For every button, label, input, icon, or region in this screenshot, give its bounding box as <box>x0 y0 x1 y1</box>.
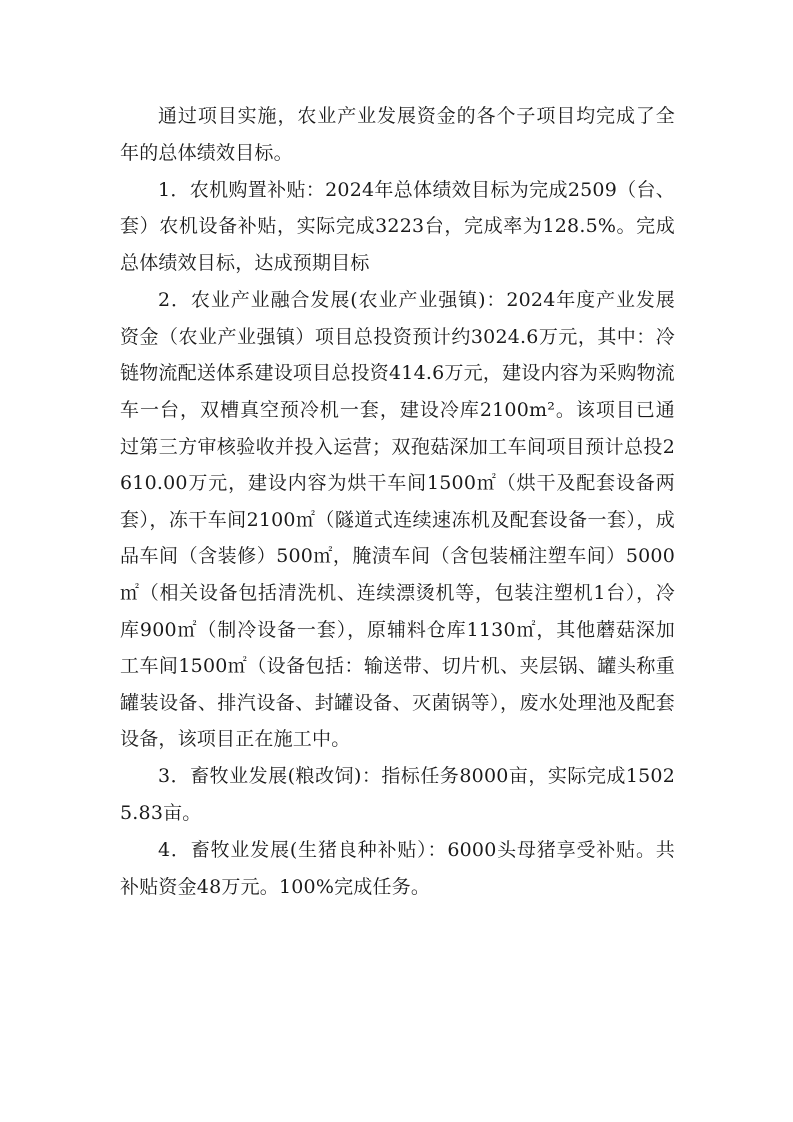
paragraph-item-1: 1．农机购置补贴：2024年总体绩效目标为完成2509（台、套）农机设备补贴，实际完成3223台，完成率为128.5%。完成总体绩效目标，达成预期目标 <box>120 178 675 274</box>
paragraph-item-4: 4．畜牧业发展(生猪良种补贴）：6000头母猪享受补贴。共补贴资金48万元。100%完成任务。 <box>120 839 675 898</box>
document-body <box>120 98 675 906</box>
paragraph-intro: 通过项目实施，农业产业发展资金的各个子项目均完成了全年的总体绩效目标。 <box>120 105 675 164</box>
paragraph-item-2: 2．农业产业融合发展(农业产业强镇)：2024年度产业发展资金（农业产业强镇）项目总投资预计约3024.6万元，其中：冷链物流配送体系建设项目总投资414.6万元，建设内容为采购物流车一台，双槽真空预冷机一套，建设冷库2100m²。该项目已通过第三方审核验收并投入运营；双孢菇深加工车间项目预计总投2610.00万元，建设内容为烘干车间1500㎡（烘干及配套设备两套），冻干车间2100㎡（隧道式连续速冻机及配套设备一套），成品车间（含装修）500㎡，腌渍车间（含包装桶注塑车间）5000㎡（相关设备包括清洗机、连续漂烫机等，包装注塑机1台），冷库900㎡（制冷设备一套），原辅料仓库1130㎡，其他蘑菇深加工车间1500㎡（设备包括：输送带、切片机、夹层锅、罐头称重罐装设备、排汽设备、封罐设备、灭菌锅等），废水处理池及配套设备，该项目正在施工中。 <box>120 289 675 751</box>
paragraph-item-3: 3．畜牧业发展(粮改饲)：指标任务8000亩，实际完成15025.83亩。 <box>120 765 675 825</box>
